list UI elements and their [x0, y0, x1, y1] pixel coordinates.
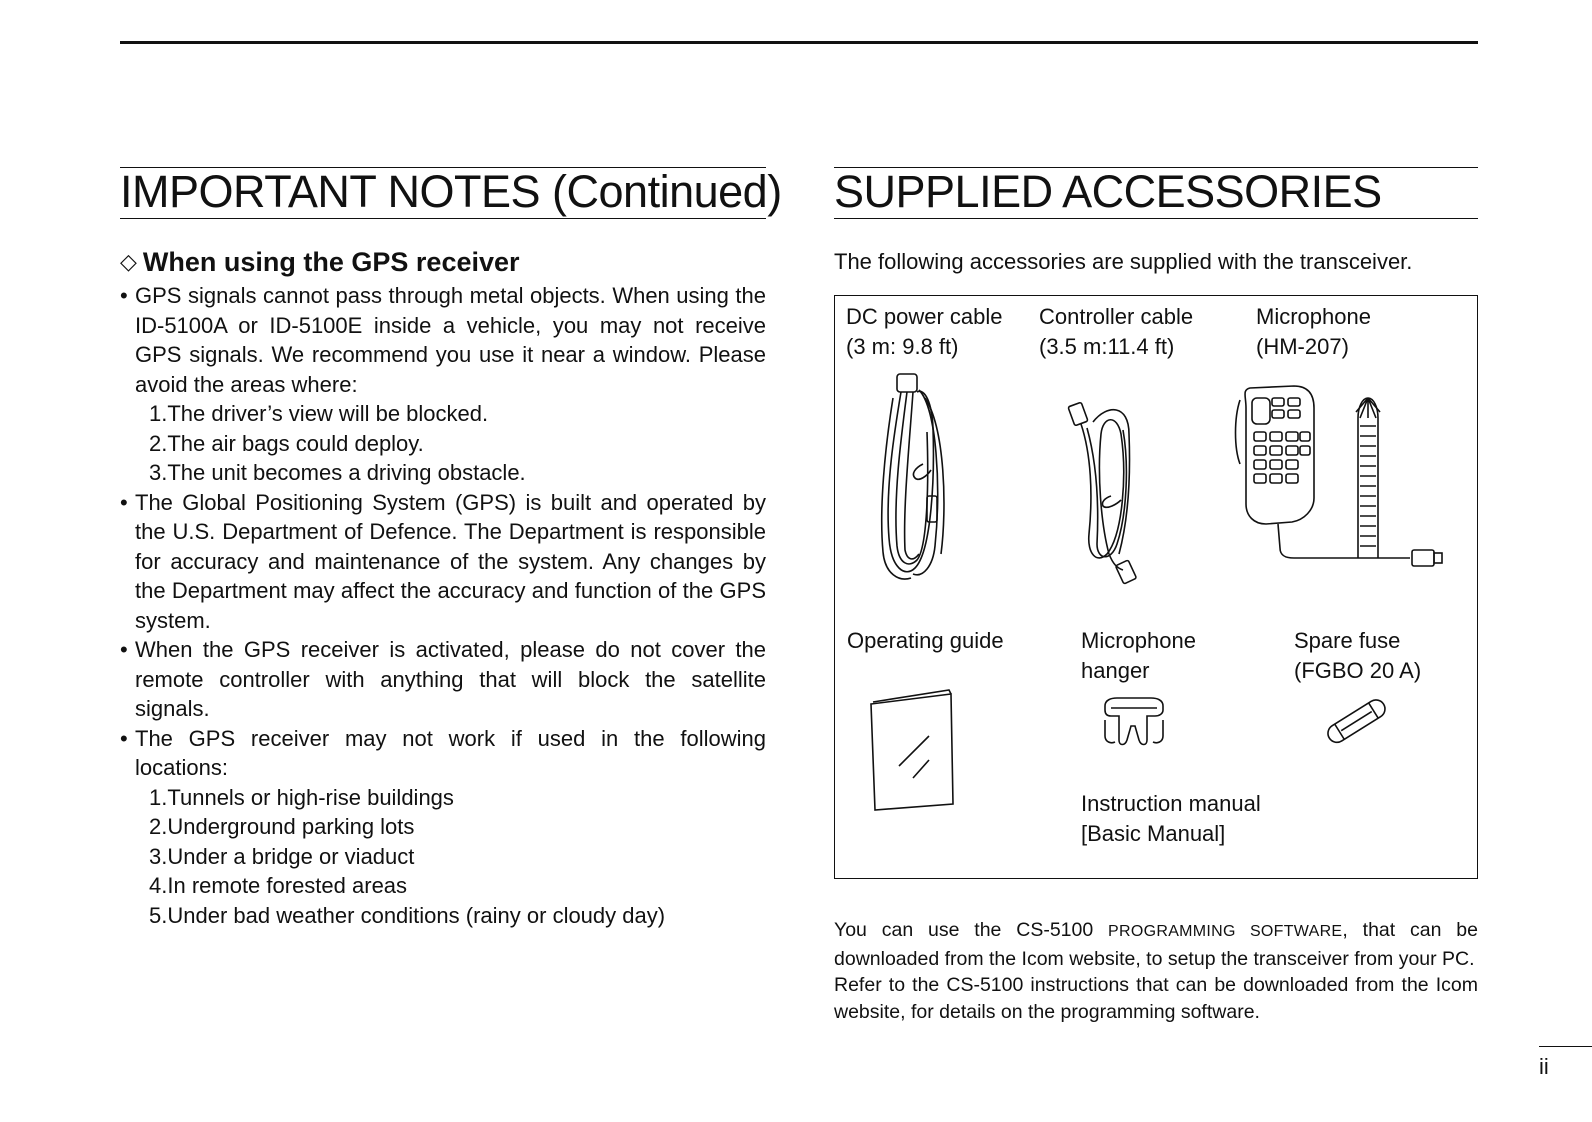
bullet-text: The GPS receiver may not work if used in the following locations: — [135, 725, 766, 780]
page-number: ii — [1539, 1054, 1549, 1079]
important-notes-title: IMPORTANT NOTES (Continued) — [120, 166, 782, 217]
supplied-accessories-column — [834, 166, 1478, 1023]
bullet-icon: • — [120, 283, 128, 308]
page-number-rule — [1539, 1046, 1592, 1047]
list-item: 2.Underground parking lots — [149, 814, 415, 839]
microphone-label: Microphone (HM-207) — [1256, 304, 1371, 359]
bullet-text: When the GPS receiver is activated, please do not cover the remote controller with anything that will block the satellite signals. — [135, 637, 766, 721]
gps-notes — [120, 281, 766, 930]
bullet-text: GPS signals cannot pass through metal objects. When using the ID-5100A or ID-5100E inside a vehicle, you may not receive GPS signals. We recommend you use it near a window. Please avoid the areas where: — [135, 283, 766, 397]
footnote-paragraph: Refer to the CS-5100 instructions that can be downloaded from the Icom website, for details on the programming software. — [834, 974, 1478, 1023]
list-item: 3.Under a bridge or viaduct — [149, 843, 415, 869]
gps-subheading — [120, 245, 766, 281]
operating-guide-label: Operating guide — [847, 628, 1004, 653]
controller-cable-icon — [1067, 394, 1147, 586]
bullet-icon: • — [120, 725, 128, 751]
diamond-icon: ◇ — [120, 249, 137, 274]
bullet-text: The Global Positioning System (GPS) is built and operated by the U.S. Department of Defence. The Department is responsible for accuracy and maintenance of the system. Any changes by the Department may affect the accuracy and function of the GPS system. — [135, 489, 766, 633]
bullet-item — [120, 635, 766, 724]
microphone-hanger-icon — [1101, 696, 1167, 748]
list-item: 1.Tunnels or high-rise buildings — [149, 784, 454, 810]
bullet-icon: • — [120, 637, 128, 662]
spare-fuse-label: Spare fuse (FGBO 20 A) — [1294, 628, 1422, 683]
bullet-item — [120, 488, 766, 636]
list-item: 3.The unit becomes a driving obstacle. — [149, 460, 526, 485]
programming-software-note — [834, 917, 1478, 1025]
spare-fuse-icon — [1319, 694, 1395, 750]
controller-cable-label: Controller cable (3.5 m:11.4 ft) — [1039, 304, 1194, 359]
list-item: 2.The air bags could deploy. — [149, 430, 424, 456]
supplied-accessories-title: SUPPLIED ACCESSORIES — [834, 167, 1478, 219]
dc-power-cable-icon — [875, 368, 965, 583]
important-notes-column — [120, 166, 782, 930]
instruction-manual-label: Instruction manual [Basic Manual] — [1081, 791, 1261, 846]
footnote-paragraph: You can use the CS-5100 PROGRAMMING SOFTWARE, that can be downloaded from the Icom website, to setup the transceiver from your PC. — [834, 919, 1478, 970]
bullet-item — [120, 724, 766, 783]
operating-guide-icon — [865, 686, 965, 816]
bullet-icon: • — [120, 489, 128, 515]
list-item: 5.Under bad weather conditions (rainy or cloudy day) — [149, 902, 666, 928]
top-rule — [120, 41, 1478, 44]
numbered-list — [120, 399, 766, 488]
list-item: 4.In remote forested areas — [149, 873, 408, 898]
gps-subheading-text: When using the GPS receiver — [142, 247, 520, 277]
microphone-icon — [1230, 378, 1450, 578]
accessories-intro: The following accessories are supplied with the transceiver. — [834, 249, 1413, 274]
accessories-box — [834, 295, 1478, 879]
list-item: 1.The driver’s view will be blocked. — [149, 401, 489, 426]
numbered-list — [120, 783, 766, 931]
bullet-item — [120, 281, 766, 399]
microphone-hanger-label: Microphone hanger — [1081, 628, 1196, 683]
dc-power-cable-label: DC power cable (3 m: 9.8 ft) — [846, 304, 1003, 359]
